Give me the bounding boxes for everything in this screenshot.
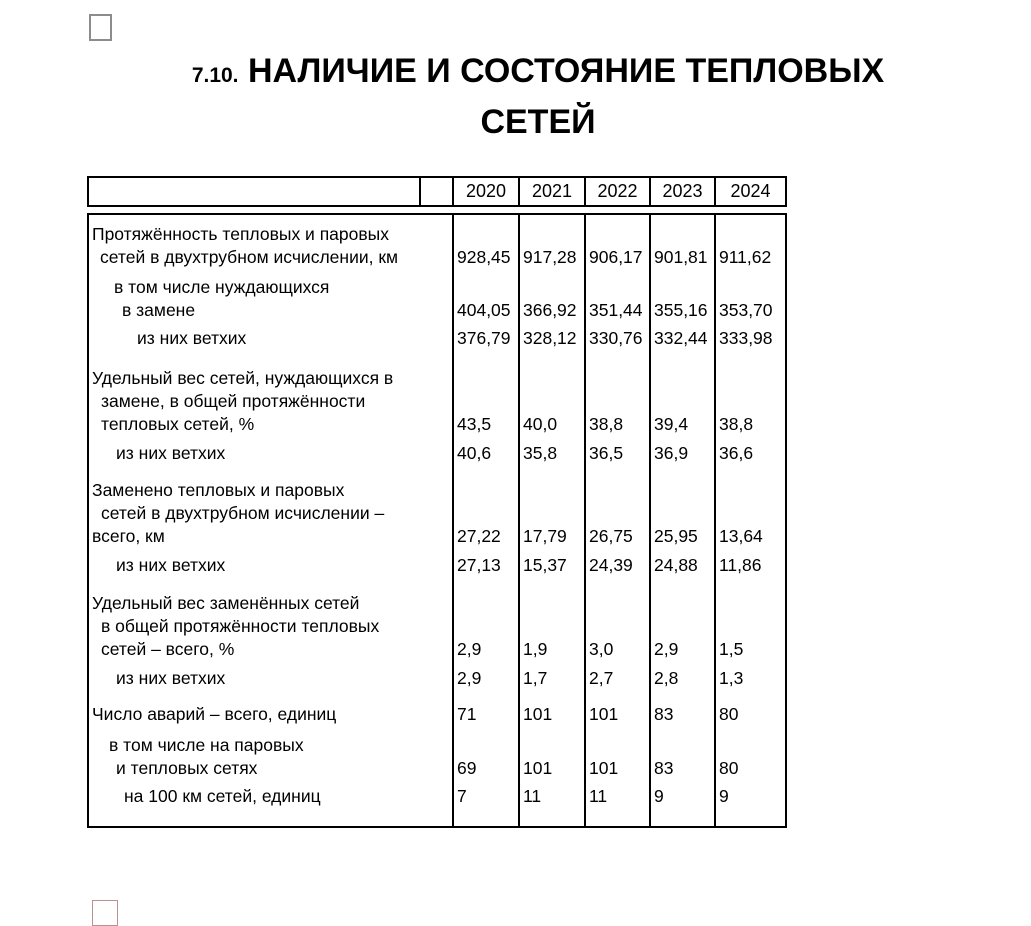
row-value: 901,81	[650, 214, 715, 269]
row-value: 36,6	[715, 436, 786, 465]
row-value: 2,8	[650, 661, 715, 690]
page-title	[88, 48, 988, 146]
row-label-line: Протяжённость тепловых и паровых	[92, 224, 389, 244]
row-label	[88, 436, 453, 465]
row-value: 39,4	[650, 350, 715, 436]
header-cell-year: 2024	[715, 177, 786, 206]
row-value: 332,44	[650, 322, 715, 350]
row-label	[88, 690, 453, 726]
row-value: 11,86	[715, 548, 786, 577]
row-value: 71	[453, 690, 519, 726]
row-label-line: в общей протяжённости тепловых	[101, 616, 380, 636]
row-label-line: тепловых сетей, %	[101, 414, 255, 434]
row-label	[88, 350, 453, 436]
row-value: 333,98	[715, 322, 786, 350]
row-value: 83	[650, 726, 715, 780]
row-label-line: из них ветхих	[116, 443, 226, 463]
row-value: 40,6	[453, 436, 519, 465]
row-label-line: всего, км	[92, 526, 165, 546]
row-value: 1,3	[715, 661, 786, 690]
image-placeholder-icon	[89, 14, 112, 41]
row-value: 27,22	[453, 465, 519, 548]
table-row	[88, 436, 786, 465]
row-value: 366,92	[519, 269, 585, 322]
row-label	[88, 465, 453, 548]
row-label-line: замене, в общей протяжённости	[101, 391, 366, 411]
row-label	[88, 577, 453, 661]
row-value: 9	[650, 780, 715, 827]
row-label	[88, 548, 453, 577]
header-cell-spacer	[420, 177, 453, 206]
row-label	[88, 726, 453, 780]
row-value: 13,64	[715, 465, 786, 548]
table-header	[87, 176, 787, 207]
row-value: 24,39	[585, 548, 650, 577]
row-value: 69	[453, 726, 519, 780]
row-value: 101	[519, 690, 585, 726]
row-value: 3,0	[585, 577, 650, 661]
row-label-line: Заменено тепловых и паровых	[92, 480, 345, 500]
row-value: 40,0	[519, 350, 585, 436]
row-value: 917,28	[519, 214, 585, 269]
header-cell-year: 2022	[585, 177, 650, 206]
table-body-rows	[88, 214, 786, 827]
table-row	[88, 465, 786, 548]
row-value: 43,5	[453, 350, 519, 436]
row-value: 27,13	[453, 548, 519, 577]
row-label-line: из них ветхих	[116, 555, 226, 575]
table-row	[88, 548, 786, 577]
row-value: 376,79	[453, 322, 519, 350]
row-label-line: сетей в двухтрубном исчислении –	[101, 503, 385, 523]
row-label	[88, 269, 453, 322]
row-value: 906,17	[585, 214, 650, 269]
table-row	[88, 780, 786, 827]
row-value: 928,45	[453, 214, 519, 269]
row-value: 404,05	[453, 269, 519, 322]
row-value: 101	[519, 726, 585, 780]
header-cell-empty	[88, 177, 420, 206]
row-value: 25,95	[650, 465, 715, 548]
row-label-line: и тепловых сетях	[116, 758, 258, 778]
row-value: 2,9	[453, 577, 519, 661]
table-row	[88, 690, 786, 726]
row-label-line: из них ветхих	[116, 668, 226, 688]
table-row	[88, 726, 786, 780]
row-label-line: в замене	[122, 300, 196, 320]
table-body	[87, 213, 787, 828]
row-value: 15,37	[519, 548, 585, 577]
row-label-line: сетей – всего, %	[101, 639, 235, 659]
row-label-line: Удельный вес сетей, нуждающихся в	[92, 368, 394, 388]
section-number: 7.10.	[191, 64, 239, 87]
row-value: 17,79	[519, 465, 585, 548]
row-label-line: на 100 км сетей, единиц	[124, 786, 321, 806]
row-value: 80	[715, 726, 786, 780]
row-value: 36,5	[585, 436, 650, 465]
row-value: 1,9	[519, 577, 585, 661]
header-cell-year: 2021	[519, 177, 585, 206]
row-value: 1,7	[519, 661, 585, 690]
row-value: 26,75	[585, 465, 650, 548]
row-value: 80	[715, 690, 786, 726]
row-label	[88, 780, 453, 827]
row-value: 353,70	[715, 269, 786, 322]
row-value: 101	[585, 726, 650, 780]
row-value: 38,8	[585, 350, 650, 436]
header-cell-year: 2023	[650, 177, 715, 206]
table-header-row	[88, 177, 786, 206]
table-row	[88, 322, 786, 350]
row-value: 2,7	[585, 661, 650, 690]
table-row	[88, 577, 786, 661]
row-label	[88, 661, 453, 690]
heating-networks-table	[87, 176, 787, 828]
row-label-line: Удельный вес заменённых сетей	[92, 593, 360, 613]
row-value: 1,5	[715, 577, 786, 661]
row-value: 351,44	[585, 269, 650, 322]
row-value: 24,88	[650, 548, 715, 577]
table-row	[88, 661, 786, 690]
row-value: 9	[715, 780, 786, 827]
row-value: 2,9	[453, 661, 519, 690]
row-label-line: из них ветхих	[137, 328, 247, 348]
row-value: 911,62	[715, 214, 786, 269]
table-row	[88, 214, 786, 269]
row-value: 330,76	[585, 322, 650, 350]
row-label	[88, 322, 453, 350]
row-value: 38,8	[715, 350, 786, 436]
row-value: 83	[650, 690, 715, 726]
image-placeholder-icon	[92, 900, 118, 926]
row-value: 11	[519, 780, 585, 827]
row-label-line: в том числе нуждающихся	[114, 277, 330, 297]
row-label-line: Число аварий – всего, единиц	[92, 704, 337, 724]
row-value: 2,9	[650, 577, 715, 661]
row-value: 11	[585, 780, 650, 827]
page-title-line2: СЕТЕЙ	[480, 103, 596, 141]
row-label-line: сетей в двухтрубном исчислении, км	[100, 247, 399, 267]
row-value: 328,12	[519, 322, 585, 350]
header-cell-year: 2020	[453, 177, 519, 206]
row-value: 101	[585, 690, 650, 726]
row-value: 36,9	[650, 436, 715, 465]
row-value: 7	[453, 780, 519, 827]
row-label	[88, 214, 453, 269]
row-value: 355,16	[650, 269, 715, 322]
row-value: 35,8	[519, 436, 585, 465]
table-row	[88, 350, 786, 436]
page-title-line1: НАЛИЧИЕ И СОСТОЯНИЕ ТЕПЛОВЫХ	[247, 52, 885, 90]
table-row	[88, 269, 786, 322]
row-label-line: в том числе на паровых	[109, 735, 304, 755]
